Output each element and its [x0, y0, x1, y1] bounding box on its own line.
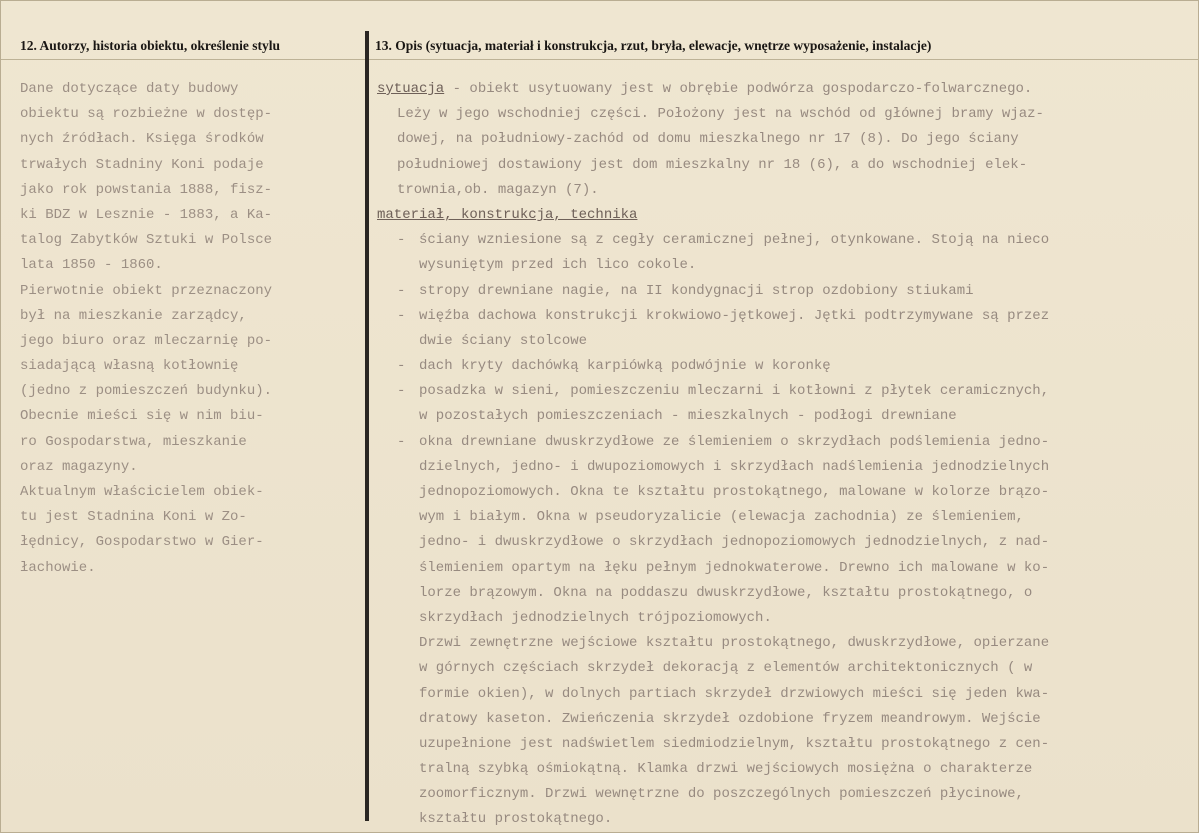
description-column [377, 77, 1177, 833]
history-line: Obecnie mieści się w nim biu- [20, 408, 264, 425]
material-item-continuation: skrzydłach jednodzielnych trójpoziomowych. [419, 609, 772, 626]
history-line: był na mieszkanie zarządcy, [20, 307, 247, 324]
material-item-line [377, 379, 1177, 404]
history-line: siadającą własną kotłownię [20, 358, 239, 375]
material-item-continuation: zoomorficznym. Drzwi wewnętrzne do poszczególnych pomieszczeń płycinowe, [419, 786, 1024, 803]
material-item-text: dach kryty dachówką karpiówką podwójnie w koronkę [419, 358, 831, 375]
section-12-header: 12. Autorzy, historia obiektu, określenie stylu [20, 38, 281, 53]
sytuacja-line: południowej dostawiony jest dom mieszkalny nr 18 (6), a do wschodniej elek- [397, 156, 1028, 173]
dash-bullet: - [397, 282, 406, 299]
material-item-continuation: formie okien), w dolnych partiach skrzydeł drzwiowych mieści się jeden kwa- [419, 685, 1050, 702]
material-item-continuation: dratowy kaseton. Zwieńczenia skrzydeł ozdobione fryzem meandrowym. Wejście [419, 710, 1041, 727]
section-13-header: 13. Opis (sytuacja, materiał i konstrukcja, rzut, bryła, elewacje, wnętrze wyposażenie, instalacje) [375, 38, 932, 53]
sytuacja-line: Leży w jego wschodniej części. Położony jest na wschód od głównej bramy wjaz- [397, 106, 1044, 123]
material-item-text: ściany wzniesione są z cegły ceramicznej pełnej, otynkowane. Stoją na nieco [419, 232, 1050, 249]
history-column [20, 77, 350, 581]
dash-bullet: - [397, 232, 406, 249]
header-rule [1, 59, 1199, 60]
material-item-text: stropy drewniane nagie, na II kondygnacji strop ozdobiony stiukami [419, 282, 974, 299]
dash-bullet: - [397, 358, 406, 375]
history-line: oraz magazyny. [20, 458, 138, 475]
material-item-continuation: tralną szybką ośmiokątną. Klamka drzwi wejściowych mosiężna o charakterze [419, 761, 1033, 778]
material-item-continuation: ślemieniem opartym na łęku pełnym jednokwaterowe. Drewno ich malowane w ko- [419, 559, 1050, 576]
material-heading-line [377, 203, 1177, 228]
material-item-continuation: dwie ściany stolcowe [419, 332, 588, 349]
dash-bullet: - [397, 307, 406, 324]
sytuacja-line: dowej, na południowy-zachód od domu mieszkalnego nr 17 (8). Do jego ściany [397, 131, 1019, 148]
material-item-continuation: kształtu prostokątnego. [419, 811, 613, 828]
material-item-line [377, 430, 1177, 455]
material-items [377, 228, 1177, 833]
sytuacja-first-line [377, 77, 1177, 102]
material-item-continuation: uzupełnione jest nadświetlem siedmiodzielnym, kształtu prostokątnego z cen- [419, 735, 1050, 752]
column-divider [365, 31, 369, 821]
history-line: jako rok powstania 1888, fisz- [20, 181, 273, 198]
sytuacja-heading: sytuacja [377, 81, 445, 97]
material-item-continuation: lorze brązowym. Okna na poddaszu dwuskrzydłowe, kształtu prostokątnego, o [419, 584, 1033, 601]
material-item-line [377, 279, 1177, 304]
sytuacja-text [377, 102, 1177, 203]
history-line: lata 1850 - 1860. [20, 257, 163, 274]
material-item-continuation: jedno- i dwuskrzydłowe o skrzydłach jednopoziomowych jednodzielnych, z nad- [419, 534, 1050, 551]
material-item-continuation: wysuniętym przed ich lico cokole. [419, 257, 697, 274]
history-line: Dane dotyczące daty budowy [20, 81, 239, 97]
history-line: tu jest Stadnina Koni w Zo- [20, 509, 247, 526]
history-line: ki BDZ w Lesznie - 1883, a Ka- [20, 206, 273, 223]
history-line: Pierwotnie obiekt przeznaczony [20, 282, 273, 299]
material-item-continuation: w pozostałych pomieszczeniach - mieszkalnych - podłogi drewniane [419, 408, 957, 425]
material-item-continuation: Drzwi zewnętrzne wejściowe kształtu prostokątnego, dwuskrzydłowe, opierzane [419, 635, 1050, 652]
material-item-continuation: jednopoziomowych. Okna te kształtu prostokątnego, malowane w kolorze brązo- [419, 484, 1050, 500]
material-item-continuation: wym i białym. Okna w pseudoryzalicie (elewacja zachodnia) ze ślemieniem, [419, 509, 1024, 526]
material-heading: materiał, konstrukcja, technika [377, 206, 638, 223]
material-item-text: więźba dachowa konstrukcji krokwiowo-jętkowej. Jętki podtrzymywane są przez [419, 307, 1050, 324]
material-item-line [377, 354, 1177, 379]
history-line: łędnicy, Gospodarstwo w Gier- [20, 534, 264, 551]
history-line: ro Gospodarstwa, mieszkanie [20, 433, 247, 450]
history-line: łachowie. [20, 559, 96, 576]
history-line: Aktualnym właścicielem obiek- [20, 484, 264, 500]
history-line: nych źródłach. Księga środków [20, 131, 264, 148]
sytuacja-line: trownia,ob. magazyn (7). [397, 181, 599, 198]
history-line: (jedno z pomieszczeń budynku). [20, 383, 273, 400]
material-item-continuation: w górnych częściach skrzydeł dekoracją z elementów architektonicznych ( w [419, 660, 1033, 677]
history-line: obiektu są rozbieżne w dostęp- [20, 106, 273, 123]
dash-bullet: - [397, 433, 406, 450]
material-item-line [377, 228, 1177, 253]
history-line: talog Zabytków Sztuki w Polsce [20, 232, 273, 249]
material-item-line [377, 304, 1177, 329]
history-line: jego biuro oraz mleczarnię po- [20, 332, 273, 349]
material-item-continuation: dzielnych, jedno- i dwupoziomowych i skrzydłach nadślemienia jednodzielnych [419, 458, 1050, 475]
material-item-text: posadzka w sieni, pomieszczeniu mleczarni i kotłowni z płytek ceramicznych, [419, 383, 1050, 400]
sytuacja-first-text: - obiekt usytuowany jest w obrębie podwórza gospodarczo-folwarcznego. [444, 81, 1033, 97]
history-line: trwałych Stadniny Koni podaje [20, 156, 264, 173]
material-item-text: okna drewniane dwuskrzydłowe ze ślemieniem o skrzydłach podślemienia jedno- [419, 433, 1050, 450]
dash-bullet: - [397, 383, 406, 400]
